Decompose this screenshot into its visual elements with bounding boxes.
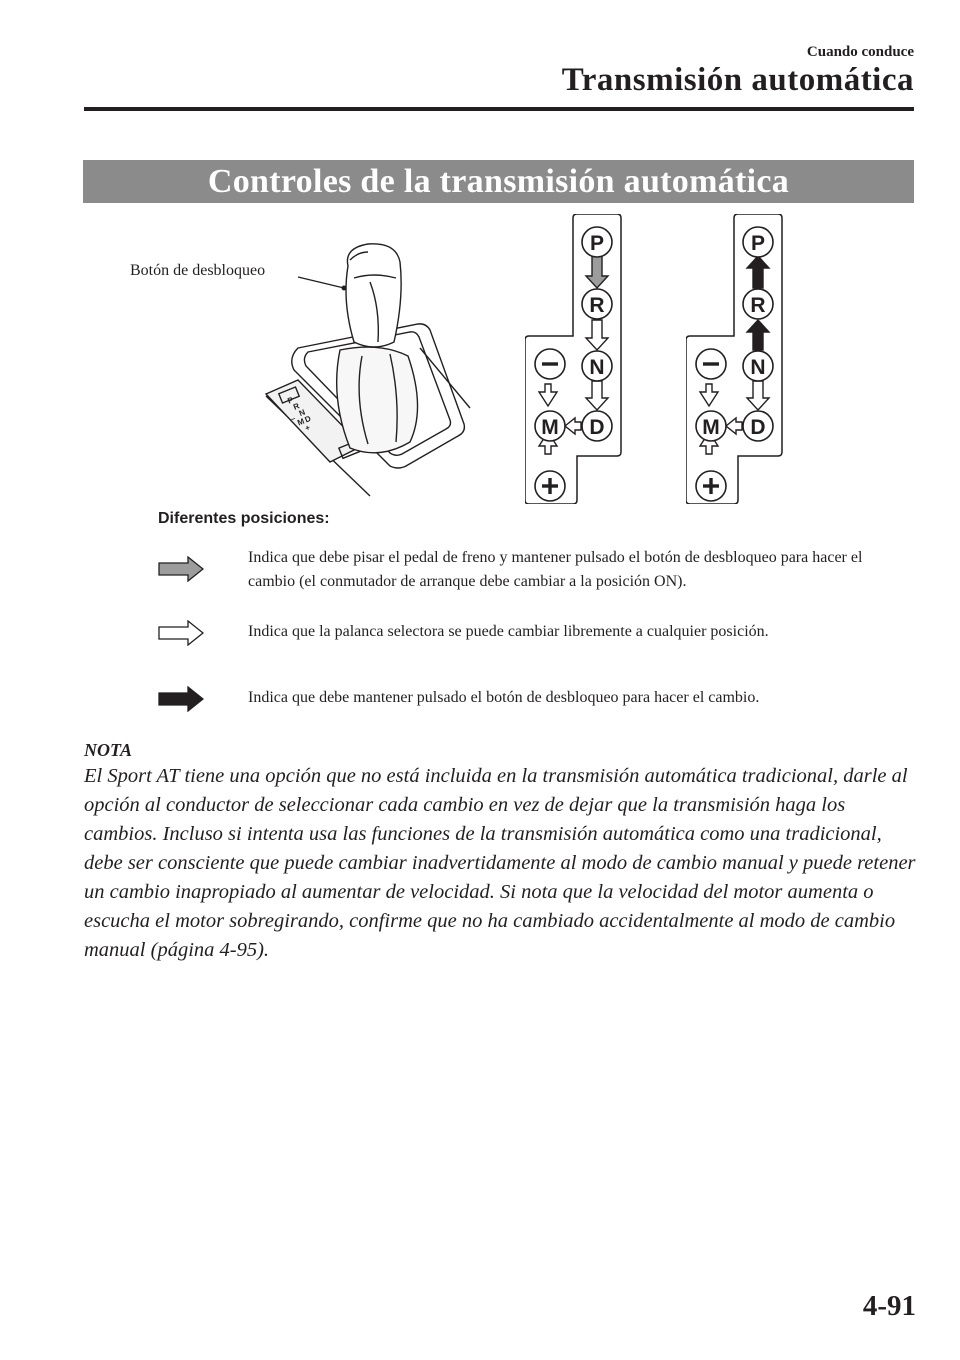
gate1-letter-r: R [589,294,605,317]
gate1-letter-d: D [589,416,605,439]
legend-title: Diferentes posiciones: [158,510,330,527]
unlock-button-callout: Botón de desbloqueo [130,262,266,279]
gate2-letter-d: D [750,416,766,439]
gate2-letter-p: P [750,232,766,255]
outline-arrow-icon [158,620,204,646]
gate1-letter-p: P [589,232,605,255]
shift-gate-diagram-1 [525,214,635,504]
panel-label-m: M [296,416,306,428]
gate1-letter-n: N [589,356,605,379]
gate2-letter-m: M [702,416,720,439]
legend-text-gray: Indica que debe pisar el pedal de freno y mantener pulsado el botón de desbloqueo para hacer el cambio (el conmutador de arranque debe cambiar a la posición ON). [248,549,863,590]
panel-label-p: P [286,395,295,406]
legend-text-outline: Indica que la palanca selectora se puede cambiar libremente a cualquier posición. [248,623,769,640]
gray-arrow-icon [158,556,204,582]
note-paragraph: El Sport AT tiene una opción que no está incluida en la transmisión automática tradicional, darle al opción al conductor de seleccionar cada cambio en vez de dejar que la transmisión haga los cambios. Incluso si intenta usa las funciones de la transmisión automática como una tradicional, debe ser consciente que puede cambiar inadvertidamente al modo de cambio manual y puede retener un cambio inapropiado al aumentar de velocidad. Si nota que la velocidad del motor aumenta o escucha el motor sobregirando, confirme que no ha cambiado accidentalmente al modo de cambio manual (página 4-95). [84,765,916,961]
chapter-label: Cuando conduce [806,44,914,60]
shift-lever-illustration [250,238,490,500]
note-heading: NOTA [84,740,133,760]
panel-label-plus: + [303,422,312,434]
gate2-letter-r: R [750,294,766,317]
section-title: Transmisión automática [561,62,914,98]
header-rule [84,107,914,111]
black-arrow-icon [158,686,204,712]
page-number: 4-91 [862,1290,916,1322]
section-banner: Controles de la transmisión automática [83,160,914,203]
panel-label-r: R [291,401,301,412]
shift-gate-diagram-2 [686,214,796,504]
panel-label-n: N [297,407,307,419]
gate2-letter-n: N [750,356,766,379]
panel-label-d: D [303,413,313,425]
legend-text-black: Indica que debe mantener pulsado el botón de desbloqueo para hacer el cambio. [248,689,760,706]
panel-label-minus: – [289,413,297,424]
gate1-letter-m: M [541,416,559,439]
